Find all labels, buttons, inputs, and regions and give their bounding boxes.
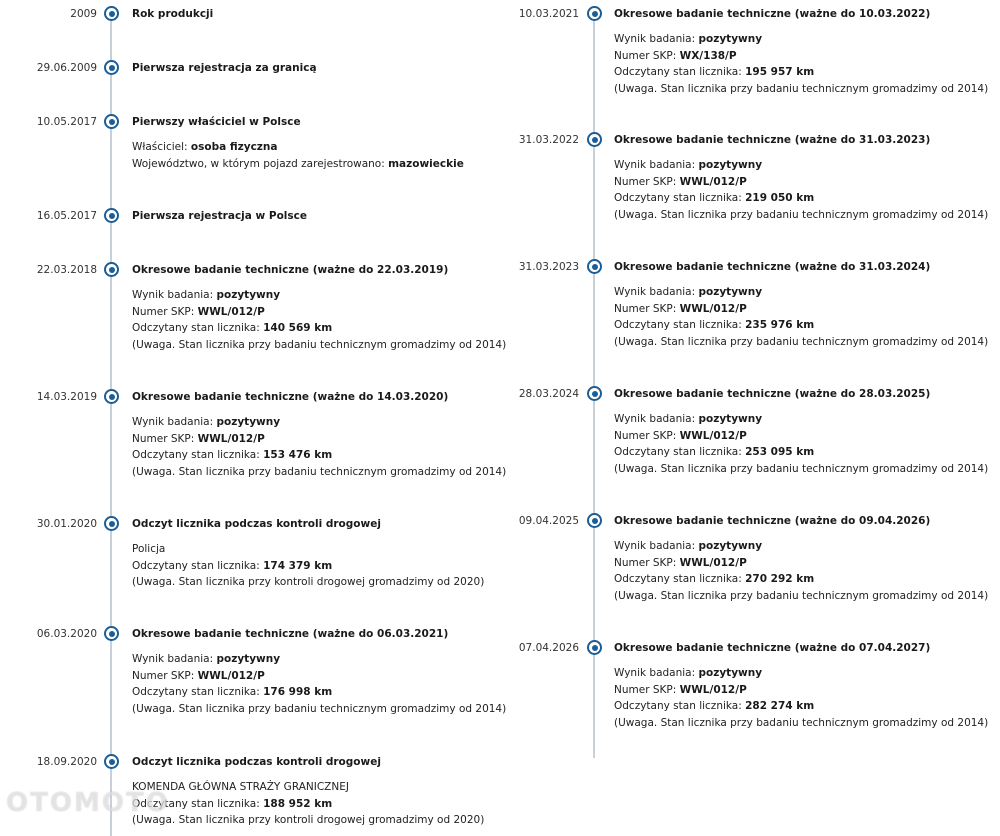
event-details xyxy=(132,287,506,353)
detail-label: Właściciel: xyxy=(132,141,191,153)
event-date: 18.09.2020 xyxy=(36,756,97,768)
event-date: 2009 xyxy=(70,8,97,20)
detail-label: Odczytany stan licznika: xyxy=(132,322,264,334)
detail-label: Numer SKP: xyxy=(614,49,680,62)
event-title: Okresowe badanie techniczne (ważne do 14.03.2020) xyxy=(132,391,449,403)
timeline-dot-icon xyxy=(104,114,119,129)
event-details xyxy=(614,665,988,731)
detail-label: (Uwaga. Stan licznika przy badaniu technicznym gromadzimy od 2014) xyxy=(614,589,989,602)
detail-line xyxy=(614,682,988,699)
detail-label: Wynik badania: xyxy=(132,653,217,665)
detail-label: Wynik badania: xyxy=(132,289,217,301)
event-title: Pierwsza rejestracja za granicą xyxy=(132,62,317,74)
event-details xyxy=(614,31,988,97)
event-date: 31.03.2023 xyxy=(518,261,579,273)
event-date: 07.04.2026 xyxy=(518,642,579,654)
detail-label: (Uwaga. Stan licznika przy kontroli drogowej gromadzimy od 2020) xyxy=(132,576,485,588)
detail-line xyxy=(132,701,506,718)
event-title: Okresowe badanie techniczne (ważne do 31.03.2024) xyxy=(614,261,931,273)
detail-line xyxy=(614,571,988,588)
detail-label: Wynik badania: xyxy=(614,667,699,679)
event-title: Okresowe badanie techniczne (ważne do 07.04.2027) xyxy=(614,642,931,654)
detail-label: KOMENDA GŁÓWNA STRAŻY GRANICZNEJ xyxy=(132,781,349,793)
detail-value: 188 952 km xyxy=(263,797,333,810)
detail-line xyxy=(132,541,484,558)
detail-label: Odczytany stan licznika: xyxy=(614,446,746,458)
detail-line xyxy=(132,812,484,829)
event-title: Pierwszy właściciel w Polsce xyxy=(132,116,301,128)
detail-line xyxy=(614,411,988,428)
event-content xyxy=(614,642,988,731)
detail-label: (Uwaga. Stan licznika przy badaniu technicznym gromadzimy od 2014) xyxy=(614,716,989,729)
detail-value: 195 957 km xyxy=(745,66,815,78)
event-content xyxy=(614,261,988,350)
detail-line xyxy=(614,284,988,301)
detail-value: WWL/012/P xyxy=(679,683,747,696)
detail-label: (Uwaga. Stan licznika przy kontroli drogowej gromadzimy od 2020) xyxy=(132,814,485,826)
event-date: 10.03.2021 xyxy=(518,8,579,20)
event-content xyxy=(614,388,988,477)
event-details xyxy=(614,538,988,604)
timeline-dot-icon xyxy=(587,386,602,401)
detail-line xyxy=(132,574,484,591)
detail-label: Numer SKP: xyxy=(614,175,680,188)
timeline-dot-icon xyxy=(104,60,119,75)
detail-line xyxy=(614,665,988,682)
event-content xyxy=(132,210,307,223)
detail-label: Odczytany stan licznika: xyxy=(132,686,264,698)
detail-line xyxy=(614,190,988,207)
event-date: 09.04.2025 xyxy=(518,515,579,527)
event-details xyxy=(132,779,484,829)
detail-line xyxy=(132,447,506,464)
detail-label: Numer SKP: xyxy=(132,432,198,445)
detail-line xyxy=(614,81,988,98)
event-date: 31.03.2022 xyxy=(518,134,579,146)
detail-line xyxy=(614,698,988,715)
detail-line xyxy=(614,588,988,605)
timeline-dot-icon xyxy=(587,259,602,274)
detail-label: Policja xyxy=(132,543,166,555)
detail-line xyxy=(614,174,988,191)
detail-label: Wynik badania: xyxy=(132,416,217,428)
timeline-dot-icon xyxy=(104,626,119,641)
event-date: 28.03.2024 xyxy=(518,388,579,400)
detail-line xyxy=(132,796,484,813)
detail-line xyxy=(614,444,988,461)
detail-value: 282 274 km xyxy=(745,700,815,712)
detail-value: pozytywny xyxy=(216,289,281,301)
detail-value: pozytywny xyxy=(216,416,281,428)
event-content xyxy=(132,518,484,591)
detail-label: Numer SKP: xyxy=(132,305,198,318)
event-content xyxy=(614,8,988,97)
detail-line xyxy=(614,715,988,732)
detail-value: 253 095 km xyxy=(745,446,815,458)
event-title: Okresowe badanie techniczne (ważne do 22.03.2019) xyxy=(132,264,449,276)
detail-label: Odczytany stan licznika: xyxy=(614,66,746,78)
detail-line xyxy=(614,31,988,48)
event-title: Odczyt licznika podczas kontroli drogowej xyxy=(132,756,381,768)
detail-line xyxy=(614,157,988,174)
detail-label: Województwo, w którym pojazd zarejestrowano: xyxy=(132,157,389,170)
detail-line xyxy=(614,428,988,445)
detail-label: Numer SKP: xyxy=(132,669,198,682)
detail-line xyxy=(614,48,988,65)
timeline-dot-icon xyxy=(104,6,119,21)
timeline-line xyxy=(110,6,112,836)
detail-label: Numer SKP: xyxy=(614,683,680,696)
detail-line xyxy=(132,431,506,448)
timeline-dot-icon xyxy=(587,6,602,21)
detail-value: 235 976 km xyxy=(745,319,815,331)
event-content xyxy=(132,756,484,829)
timeline-dot-icon xyxy=(104,516,119,531)
detail-line xyxy=(132,287,506,304)
event-details xyxy=(132,541,484,591)
detail-value: 219 050 km xyxy=(745,192,815,204)
detail-line xyxy=(132,464,506,481)
timeline-dot-icon xyxy=(104,262,119,277)
detail-value: pozytywny xyxy=(698,159,763,171)
detail-value: pozytywny xyxy=(698,413,763,425)
event-content xyxy=(614,134,988,223)
detail-value: 153 476 km xyxy=(263,449,333,461)
detail-line xyxy=(614,555,988,572)
event-title: Okresowe badanie techniczne (ważne do 10.03.2022) xyxy=(614,8,931,20)
detail-line xyxy=(132,156,464,173)
detail-line xyxy=(614,207,988,224)
event-title: Rok produkcji xyxy=(132,8,214,20)
detail-line xyxy=(614,317,988,334)
detail-value: WWL/012/P xyxy=(197,305,265,318)
detail-value: WWL/012/P xyxy=(679,556,747,569)
event-date: 10.05.2017 xyxy=(36,116,97,128)
detail-value: osoba fizyczna xyxy=(190,141,278,153)
detail-line xyxy=(132,558,484,575)
detail-line xyxy=(132,139,464,156)
event-title: Pierwsza rejestracja w Polsce xyxy=(132,210,307,222)
timeline-dot-icon xyxy=(104,389,119,404)
detail-line xyxy=(132,684,506,701)
detail-label: Odczytany stan licznika: xyxy=(614,700,746,712)
detail-label: (Uwaga. Stan licznika przy badaniu technicznym gromadzimy od 2014) xyxy=(614,208,989,221)
detail-label: Odczytany stan licznika: xyxy=(614,573,746,585)
event-date: 06.03.2020 xyxy=(36,628,97,640)
event-title: Okresowe badanie techniczne (ważne do 09.04.2026) xyxy=(614,515,931,527)
detail-label: (Uwaga. Stan licznika przy badaniu technicznym gromadzimy od 2014) xyxy=(132,465,507,478)
detail-label: Odczytany stan licznika: xyxy=(614,192,746,204)
detail-label: (Uwaga. Stan licznika przy badaniu technicznym gromadzimy od 2014) xyxy=(132,338,507,351)
detail-value: WWL/012/P xyxy=(197,669,265,682)
detail-value: WWL/012/P xyxy=(679,429,747,442)
detail-label: Wynik badania: xyxy=(614,286,699,298)
event-details xyxy=(614,411,988,477)
detail-value: 174 379 km xyxy=(263,559,333,572)
timeline-dot-icon xyxy=(104,208,119,223)
detail-value: 140 569 km xyxy=(263,322,333,334)
detail-value: pozytywny xyxy=(698,33,763,45)
detail-label: Numer SKP: xyxy=(614,429,680,442)
detail-line xyxy=(132,651,506,668)
detail-line xyxy=(132,668,506,685)
timeline-dot-icon xyxy=(104,754,119,769)
event-details xyxy=(614,284,988,350)
detail-value: 176 998 km xyxy=(263,686,333,698)
detail-value: pozytywny xyxy=(216,653,281,665)
detail-line xyxy=(132,779,484,796)
detail-value: pozytywny xyxy=(698,667,763,679)
detail-line xyxy=(614,538,988,555)
detail-line xyxy=(614,334,988,351)
detail-label: Odczytany stan licznika: xyxy=(132,797,264,810)
detail-value: pozytywny xyxy=(698,286,763,298)
event-details xyxy=(132,139,464,172)
detail-label: Odczytany stan licznika: xyxy=(132,559,264,572)
detail-label: (Uwaga. Stan licznika przy badaniu technicznym gromadzimy od 2014) xyxy=(614,335,989,348)
event-date: 22.03.2018 xyxy=(36,264,97,276)
detail-label: Wynik badania: xyxy=(614,540,699,552)
event-date: 14.03.2019 xyxy=(36,391,97,403)
event-details xyxy=(614,157,988,223)
timeline-dot-icon xyxy=(587,132,602,147)
detail-value: WX/138/P xyxy=(679,49,737,62)
event-details xyxy=(132,651,506,717)
detail-label: Numer SKP: xyxy=(614,302,680,315)
event-date: 16.05.2017 xyxy=(36,210,97,222)
detail-label: Odczytany stan licznika: xyxy=(614,319,746,331)
detail-value: 270 292 km xyxy=(745,573,815,585)
event-details xyxy=(132,414,506,480)
event-content xyxy=(132,391,506,480)
detail-line xyxy=(132,304,506,321)
event-content xyxy=(132,628,506,717)
detail-value: WWL/012/P xyxy=(679,302,747,315)
event-content xyxy=(132,8,213,21)
event-title: Okresowe badanie techniczne (ważne do 31.03.2023) xyxy=(614,134,931,146)
event-title: Okresowe badanie techniczne (ważne do 28.03.2025) xyxy=(614,388,931,400)
detail-value: mazowieckie xyxy=(388,157,464,170)
watermark-logo: OTOMOTO xyxy=(6,788,170,818)
event-date: 29.06.2009 xyxy=(36,62,97,74)
detail-label: Wynik badania: xyxy=(614,33,699,45)
event-content xyxy=(132,116,464,172)
detail-line xyxy=(132,320,506,337)
detail-value: WWL/012/P xyxy=(197,432,265,445)
event-date: 30.01.2020 xyxy=(36,518,97,530)
event-content xyxy=(614,515,988,604)
timeline-dot-icon xyxy=(587,640,602,655)
detail-label: (Uwaga. Stan licznika przy badaniu technicznym gromadzimy od 2014) xyxy=(614,82,989,95)
detail-line xyxy=(132,414,506,431)
detail-label: Wynik badania: xyxy=(614,413,699,425)
event-content xyxy=(132,62,317,75)
detail-label: Odczytany stan licznika: xyxy=(132,449,264,461)
detail-value: WWL/012/P xyxy=(679,175,747,188)
detail-label: Wynik badania: xyxy=(614,159,699,171)
timeline-dot-icon xyxy=(587,513,602,528)
event-title: Odczyt licznika podczas kontroli drogowej xyxy=(132,518,381,530)
event-title: Okresowe badanie techniczne (ważne do 06.03.2021) xyxy=(132,628,449,640)
detail-label: Numer SKP: xyxy=(614,556,680,569)
detail-label: (Uwaga. Stan licznika przy badaniu technicznym gromadzimy od 2014) xyxy=(614,462,989,475)
detail-line xyxy=(614,301,988,318)
detail-line xyxy=(614,461,988,478)
detail-line xyxy=(132,337,506,354)
detail-value: pozytywny xyxy=(698,540,763,552)
event-content xyxy=(132,264,506,353)
detail-line xyxy=(614,64,988,81)
detail-label: (Uwaga. Stan licznika przy badaniu technicznym gromadzimy od 2014) xyxy=(132,702,507,715)
